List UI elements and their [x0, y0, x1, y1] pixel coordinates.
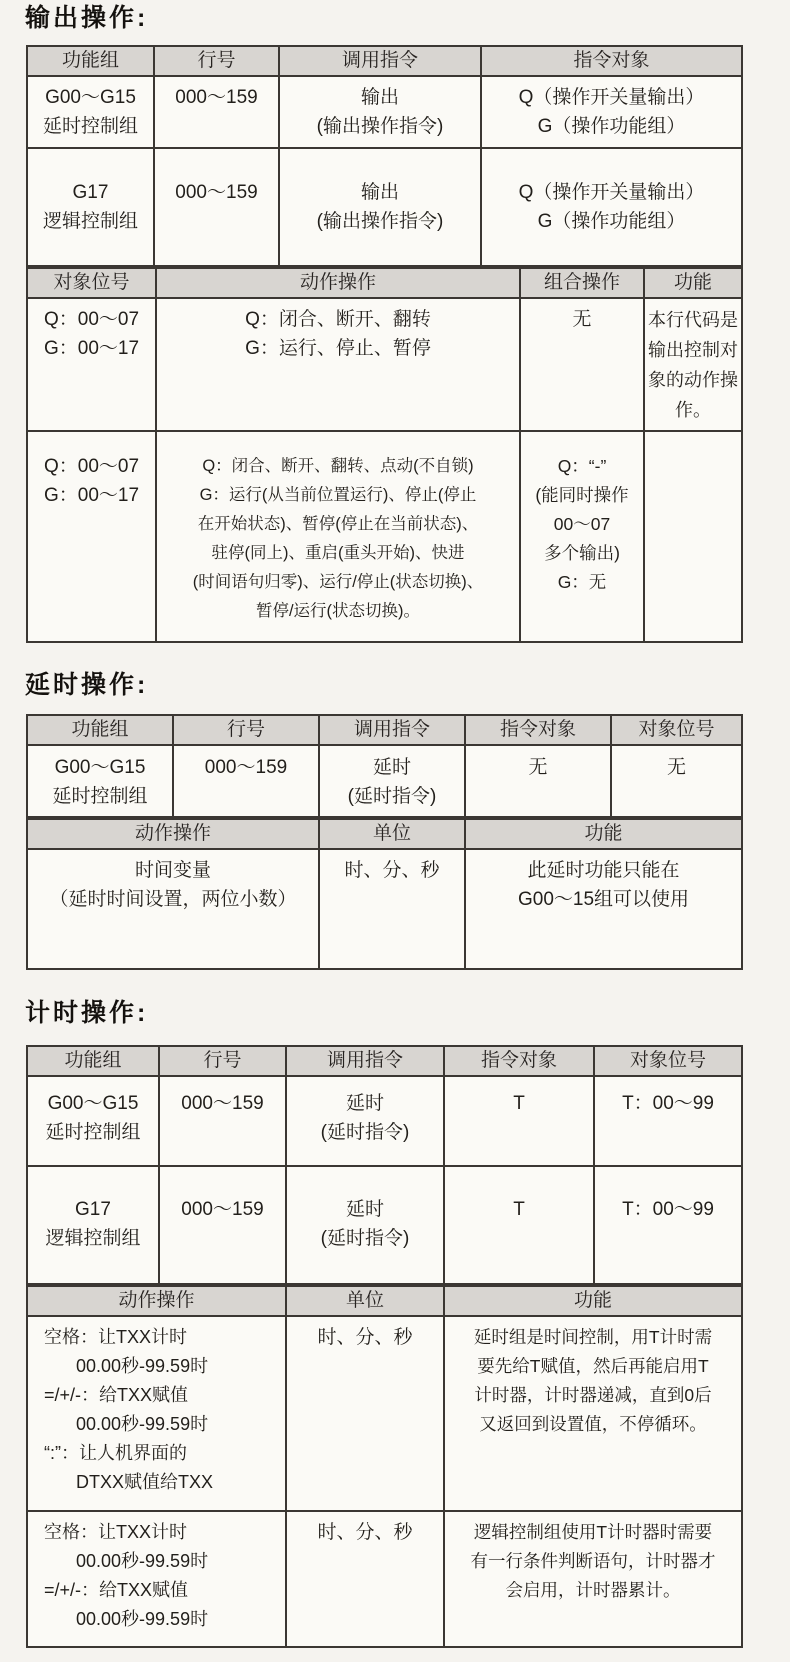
cell-line: 空格：让TXX计时 [44, 1522, 188, 1542]
cell-line: 延时控制组 [42, 116, 138, 137]
table-cell [286, 1316, 444, 1511]
table-header-cell: 功能 [444, 1286, 742, 1316]
table-cell [27, 1316, 286, 1511]
cell-line: Q：闭合、断开、翻转、点动(不自锁) [202, 457, 474, 475]
table-header-cell: 功能组 [27, 46, 154, 76]
cell-line: 000～159 [175, 87, 258, 108]
cell-line: 无 [572, 309, 592, 330]
section-tables [0, 714, 790, 970]
table-cell [27, 148, 154, 266]
table-cell [520, 298, 644, 431]
cell-line: Q（操作开关量输出） [518, 182, 705, 203]
table-cell [444, 1166, 594, 1284]
table-row [27, 1511, 742, 1647]
table-cell [27, 76, 154, 148]
cell-line: (输出操作指令) [316, 211, 444, 232]
table-row [27, 298, 742, 431]
cell-line: 此延时功能只能在 [527, 860, 680, 881]
cell-line: 时、分、秒 [344, 860, 440, 881]
table-cell [611, 745, 742, 817]
cell-line: Q：“-” [557, 456, 607, 476]
cell-line: Q：00～07 [43, 309, 140, 330]
table-cell [594, 1166, 742, 1284]
section-tables [0, 1045, 790, 1648]
table-row [27, 1076, 742, 1166]
cell-line: 000～159 [175, 182, 258, 203]
cell-line: (能同时操作 [535, 485, 629, 505]
cell-line: 00～07 [553, 514, 611, 534]
cell-line: 时、分、秒 [317, 1327, 413, 1348]
table-header-cell: 对象位号 [611, 715, 742, 745]
table-cell [444, 1076, 594, 1166]
cell-line: 00.00秒-99.59时 [76, 1356, 209, 1376]
table-header-cell: 调用指令 [286, 1046, 444, 1076]
cell-line: 计时器，计时器递减，直到0后 [474, 1385, 712, 1405]
data-table [26, 45, 743, 267]
cell-line: 暂停/运行(状态切换)。 [255, 602, 421, 620]
data-table [26, 818, 743, 970]
table-cell [154, 76, 279, 148]
data-table [26, 1045, 743, 1285]
table-cell [27, 745, 173, 817]
table-cell [159, 1166, 286, 1284]
table-cell [319, 745, 465, 817]
cell-line: Q：闭合、断开、翻转 [245, 309, 431, 330]
cell-line: (输出操作指令) [316, 116, 444, 137]
cell-line: 输出 [360, 182, 399, 203]
table-cell [27, 1166, 159, 1284]
cell-line: T [513, 1199, 525, 1220]
cell-line: =/+/-：给TXX赋值 [44, 1385, 189, 1405]
table-cell [27, 431, 156, 642]
table-header-cell: 行号 [154, 46, 279, 76]
section-title: 延时操作: [25, 671, 149, 699]
table-cell [156, 431, 520, 642]
cell-line: 逻辑控制组使用T计时器时需要 [473, 1522, 713, 1542]
table-cell [481, 76, 742, 148]
cell-line: 000～159 [181, 1199, 264, 1220]
table-header-cell: 指令对象 [444, 1046, 594, 1076]
cell-line: 空格：让TXX计时 [44, 1327, 188, 1347]
section-delay-operations [0, 643, 790, 970]
cell-line: =/+/-：给TXX赋值 [44, 1580, 189, 1600]
table-cell [465, 745, 611, 817]
cell-line: 逻辑控制组 [42, 211, 138, 232]
cell-line: 多个输出) [544, 543, 620, 563]
cell-line: G17 [72, 182, 109, 203]
cell-line: 无 [528, 757, 548, 778]
cell-line: 要先给T赋值，然后再能启用T [477, 1356, 709, 1376]
cell-line: (时间语句归零)、运行/停止(状态切换)、 [192, 573, 484, 591]
cell-line: 000～159 [181, 1093, 264, 1114]
section-title: 计时操作: [25, 999, 149, 1027]
table-cell [27, 1076, 159, 1166]
table-header-cell: 调用指令 [319, 715, 465, 745]
data-table [26, 714, 743, 818]
cell-line: DTXX赋值给TXX [76, 1472, 214, 1492]
table-cell [286, 1511, 444, 1647]
cell-line: 延时控制组 [45, 1122, 141, 1143]
table-header-cell: 功能组 [27, 1046, 159, 1076]
cell-line: 00.00秒-99.59时 [76, 1551, 209, 1571]
cell-line: G：运行、停止、暂停 [245, 338, 431, 359]
table-header-cell: 动作操作 [156, 268, 520, 298]
table-cell [279, 76, 481, 148]
table-cell [27, 849, 319, 969]
section-timing-operations [0, 970, 790, 1648]
cell-line: G：00～17 [43, 338, 140, 359]
table-cell [154, 148, 279, 266]
cell-line: 00.00秒-99.59时 [76, 1414, 209, 1434]
cell-line: 延时组是时间控制，用T计时需 [473, 1327, 713, 1347]
table-row [27, 76, 742, 148]
table-header-cell: 指令对象 [465, 715, 611, 745]
cell-line: G00～15组可以使用 [517, 889, 690, 910]
cell-line: 时、分、秒 [317, 1522, 413, 1543]
cell-line: Q（操作开关量输出） [518, 87, 705, 108]
cell-line: 会启用，计时器累计。 [505, 1580, 681, 1600]
data-table [26, 1285, 743, 1648]
cell-line: G（操作功能组） [537, 211, 686, 232]
cell-line: 又返回到设置值，不停循环。 [479, 1414, 707, 1434]
table-cell [481, 148, 742, 266]
table-header-cell: 功能组 [27, 715, 173, 745]
table-cell [520, 431, 644, 642]
table-cell [173, 745, 319, 817]
table-cell [156, 298, 520, 431]
table-header-cell: 行号 [159, 1046, 286, 1076]
section-tables [0, 45, 790, 643]
cell-line: 时间变量 [134, 860, 211, 881]
cell-line: 逻辑控制组 [45, 1228, 141, 1249]
cell-paragraph: 本行代码是输出控制对象的动作操作。 [648, 310, 738, 420]
cell-line: 在开始状态)、暂停(停止在当前状态)、 [197, 515, 479, 533]
table-header-cell: 功能 [465, 819, 742, 849]
cell-line: (延时指令) [320, 1228, 410, 1249]
table-cell [279, 148, 481, 266]
cell-line: 驻停(同上)、重启(重头开始)、快进 [211, 544, 465, 562]
table-row [27, 849, 742, 969]
cell-line: （延时时间设置，两位小数） [49, 889, 297, 910]
cell-line: G：00～17 [43, 485, 140, 506]
table-row [27, 1316, 742, 1511]
table-header-cell: 单位 [286, 1286, 444, 1316]
cell-line: 输出 [360, 87, 399, 108]
cell-line: T：00～99 [622, 1093, 714, 1114]
cell-line: 延时 [372, 757, 411, 778]
table-cell [159, 1076, 286, 1166]
table-header-cell: 对象位号 [594, 1046, 742, 1076]
table-cell [444, 1511, 742, 1647]
table-header-cell: 指令对象 [481, 46, 742, 76]
cell-line: G17 [75, 1199, 111, 1220]
cell-line: 延时控制组 [52, 786, 148, 807]
cell-line: (延时指令) [320, 1122, 410, 1143]
cell-line: G00～G15 [45, 87, 136, 108]
table-row [27, 148, 742, 266]
table-row [27, 745, 742, 817]
table-cell [27, 298, 156, 431]
cell-line: 延时 [345, 1199, 384, 1220]
table-row [27, 1166, 742, 1284]
table-cell [319, 849, 465, 969]
cell-line: G00～G15 [47, 1093, 139, 1114]
section-title: 输出操作: [25, 4, 149, 32]
cell-line: 无 [666, 757, 686, 778]
cell-line: 有一行条件判断语句，计时器才 [470, 1551, 716, 1571]
cell-line: G：无 [557, 572, 607, 592]
cell-line: G（操作功能组） [537, 116, 686, 137]
table-cell [444, 1316, 742, 1511]
table-cell [594, 1076, 742, 1166]
table-row [27, 431, 742, 642]
table-cell [644, 298, 742, 431]
table-cell [644, 431, 742, 642]
cell-line: T [513, 1093, 525, 1114]
table-cell [27, 1511, 286, 1647]
cell-line: (延时指令) [347, 786, 437, 807]
cell-line: Q：00～07 [43, 456, 140, 477]
table-cell [286, 1166, 444, 1284]
table-cell [465, 849, 742, 969]
table-header-cell: 组合操作 [520, 268, 644, 298]
cell-line: T：00～99 [622, 1199, 714, 1220]
table-header-cell: 调用指令 [279, 46, 481, 76]
cell-line: 00.00秒-99.59时 [76, 1609, 209, 1629]
table-cell [286, 1076, 444, 1166]
cell-line: “:”：让人机界面的 [44, 1443, 187, 1463]
table-header-cell: 动作操作 [27, 1286, 286, 1316]
cell-line: 000～159 [204, 757, 288, 778]
cell-line: 延时 [345, 1093, 384, 1114]
table-header-cell: 功能 [644, 268, 742, 298]
table-header-cell: 行号 [173, 715, 319, 745]
table-header-cell: 动作操作 [27, 819, 319, 849]
cell-line: G00～G15 [54, 757, 146, 778]
section-output-operations [0, 0, 790, 643]
data-table [26, 267, 743, 643]
table-header-cell: 对象位号 [27, 268, 156, 298]
table-header-cell: 单位 [319, 819, 465, 849]
cell-line: G：运行(从当前位置运行)、停止(停止 [199, 486, 477, 504]
